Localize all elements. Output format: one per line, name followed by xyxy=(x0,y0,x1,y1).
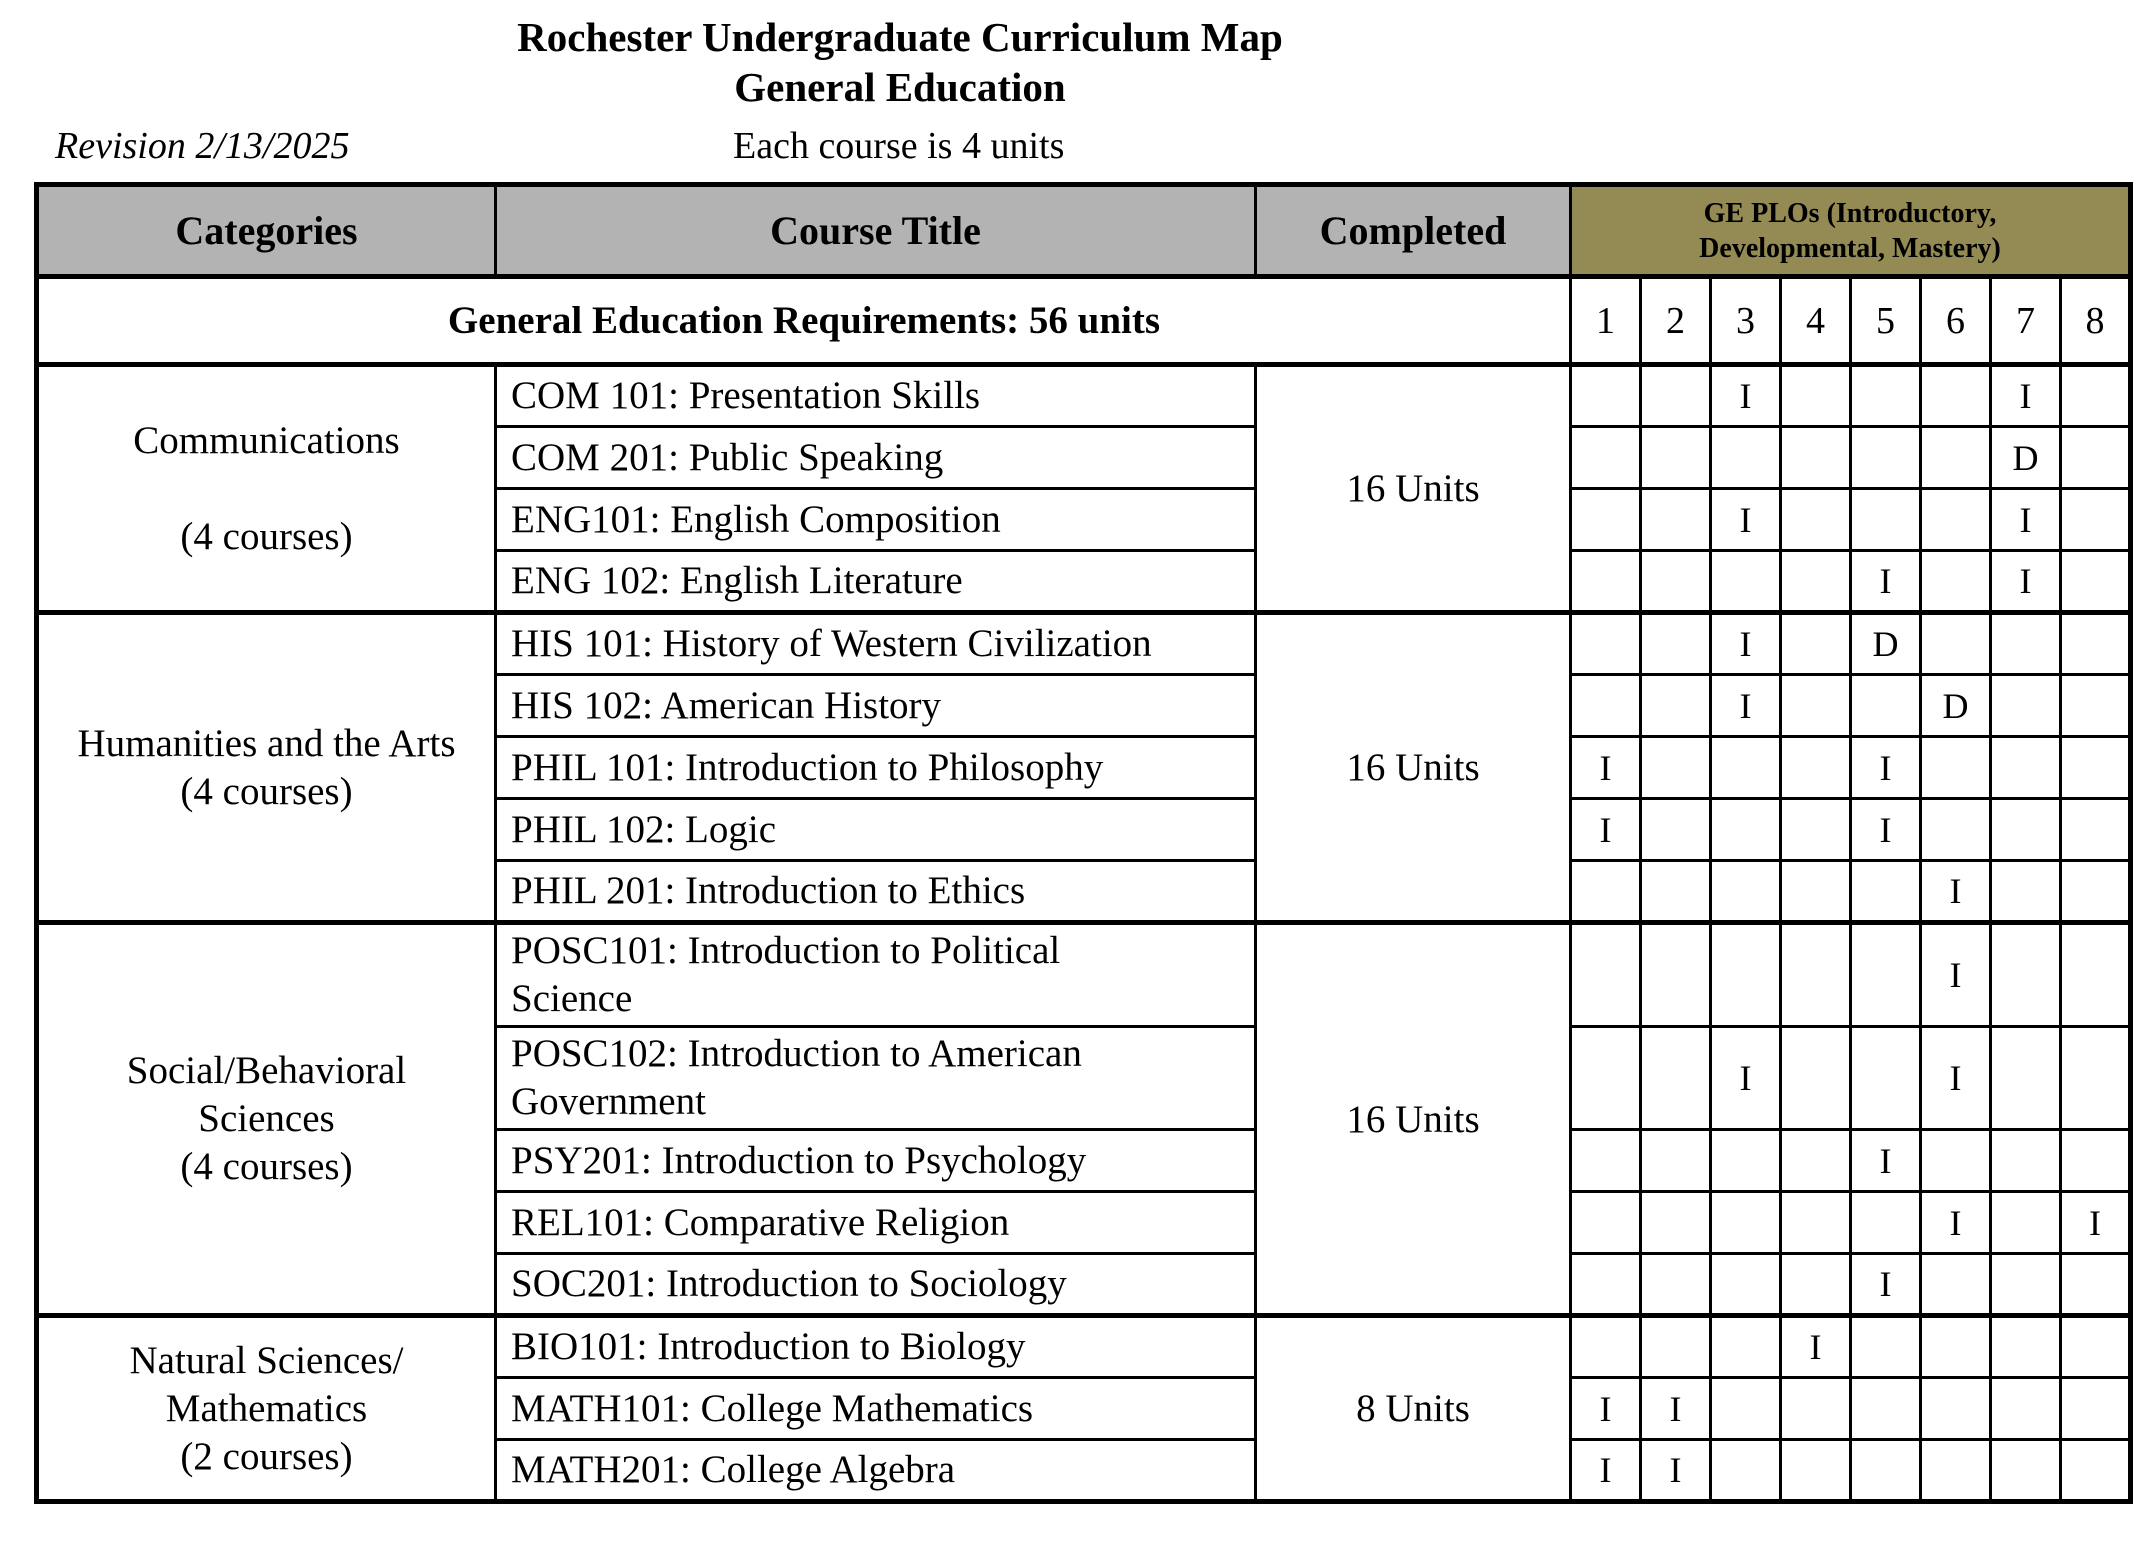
category-cell xyxy=(37,613,496,923)
plo-mark-cell: I xyxy=(1991,551,2061,613)
plo-mark-cell xyxy=(1991,1130,2061,1192)
course-title-cell: POSC101: Introduction to Political Science xyxy=(496,923,1256,1027)
plo-mark-cell: D xyxy=(1991,427,2061,489)
plo-mark-cell xyxy=(2061,427,2131,489)
plo-mark-cell xyxy=(1711,427,1781,489)
plo-mark-cell xyxy=(1641,427,1711,489)
plo-mark-cell xyxy=(2061,1254,2131,1316)
plo-mark-cell xyxy=(1711,1378,1781,1440)
plo-mark-cell: I xyxy=(1571,1440,1641,1502)
plo-mark-cell xyxy=(2061,799,2131,861)
plo-mark-cell xyxy=(1991,1440,2061,1502)
plo-mark-cell xyxy=(2061,675,2131,737)
plo-mark-cell xyxy=(1851,1316,1921,1378)
completed-units-cell: 16 Units xyxy=(1256,923,1571,1316)
plo-number-header: 7 xyxy=(1991,277,2061,365)
course-title-cell: COM 201: Public Speaking xyxy=(496,427,1256,489)
category-line: Mathematics xyxy=(165,1386,368,1430)
plo-mark-cell xyxy=(1711,1130,1781,1192)
plo-mark-cell xyxy=(1851,923,1921,1027)
subheader-row xyxy=(37,277,2131,365)
plo-mark-cell xyxy=(1921,737,1991,799)
plo-mark-cell xyxy=(1571,551,1641,613)
plo-mark-cell: I xyxy=(1711,613,1781,675)
plo-mark-cell xyxy=(1991,1254,2061,1316)
plo-mark-cell xyxy=(1781,675,1851,737)
plo-mark-cell xyxy=(1781,1192,1851,1254)
category-cell xyxy=(37,923,496,1316)
plo-mark-cell xyxy=(2061,923,2131,1027)
plo-number-header: 5 xyxy=(1851,277,1921,365)
category-line xyxy=(39,465,494,513)
plo-mark-cell xyxy=(1641,489,1711,551)
course-title-cell: ENG101: English Composition xyxy=(496,489,1256,551)
plo-mark-cell: I xyxy=(1781,1316,1851,1378)
category-line: Natural Sciences/ xyxy=(129,1338,404,1382)
plo-mark-cell: I xyxy=(2061,1192,2131,1254)
plo-mark-cell xyxy=(1641,923,1711,1027)
column-header-course-title: Course Title xyxy=(496,185,1256,277)
plo-mark-cell: I xyxy=(1991,365,2061,427)
plo-mark-cell xyxy=(1991,737,2061,799)
plo-number-header: 4 xyxy=(1781,277,1851,365)
plo-mark-cell xyxy=(2061,1027,2131,1130)
plo-mark-cell xyxy=(1781,861,1851,923)
plo-mark-cell xyxy=(2061,1440,2131,1502)
plo-number-header: 3 xyxy=(1711,277,1781,365)
plo-mark-cell xyxy=(1851,861,1921,923)
column-header-completed: Completed xyxy=(1256,185,1571,277)
category-line: Sciences xyxy=(198,1097,335,1140)
course-title-cell: BIO101: Introduction to Biology xyxy=(496,1316,1256,1378)
plo-mark-cell xyxy=(1851,489,1921,551)
page-title: Rochester Undergraduate Curriculum Map xyxy=(517,14,1283,60)
page-subtitle: General Education xyxy=(734,64,1066,110)
plo-mark-cell: I xyxy=(1711,675,1781,737)
plo-mark-cell xyxy=(1781,737,1851,799)
plo-mark-cell xyxy=(1851,675,1921,737)
completed-units-cell: 16 Units xyxy=(1256,613,1571,923)
plo-mark-cell xyxy=(1571,1254,1641,1316)
course-title-cell: PHIL 201: Introduction to Ethics xyxy=(496,861,1256,923)
plo-mark-cell xyxy=(1641,365,1711,427)
plo-mark-cell xyxy=(2061,489,2131,551)
course-title-cell: MATH101: College Mathematics xyxy=(496,1378,1256,1440)
plo-mark-cell xyxy=(1781,923,1851,1027)
plo-mark-cell xyxy=(1711,799,1781,861)
plo-mark-cell: I xyxy=(1571,1378,1641,1440)
plo-mark-cell xyxy=(1571,1316,1641,1378)
course-title-cell: POSC102: Introduction to American Government xyxy=(496,1027,1256,1130)
plo-mark-cell xyxy=(1781,1254,1851,1316)
plo-mark-cell xyxy=(1921,1130,1991,1192)
plo-mark-cell xyxy=(1641,1192,1711,1254)
plo-mark-cell xyxy=(1711,737,1781,799)
plo-mark-cell xyxy=(1991,1316,2061,1378)
course-title-cell: SOC201: Introduction to Sociology xyxy=(496,1254,1256,1316)
plo-mark-cell xyxy=(1781,799,1851,861)
plo-mark-cell: I xyxy=(1921,923,1991,1027)
plo-mark-cell xyxy=(1711,1316,1781,1378)
plo-mark-cell xyxy=(1991,923,2061,1027)
plo-mark-cell xyxy=(1921,365,1991,427)
category-line: (4 courses) xyxy=(180,769,353,813)
plo-mark-cell xyxy=(1921,489,1991,551)
plo-mark-cell xyxy=(1991,1027,2061,1130)
plo-mark-cell xyxy=(1991,1378,2061,1440)
plo-mark-cell xyxy=(1711,1440,1781,1502)
table-row xyxy=(37,613,2131,675)
plo-mark-cell xyxy=(1571,365,1641,427)
plo-mark-cell xyxy=(1571,1027,1641,1130)
category-cell xyxy=(37,365,496,613)
plo-mark-cell xyxy=(2061,1130,2131,1192)
plo-mark-cell xyxy=(2061,737,2131,799)
plo-mark-cell xyxy=(1711,861,1781,923)
plo-mark-cell xyxy=(2061,1316,2131,1378)
plo-mark-cell: D xyxy=(1851,613,1921,675)
course-title-cell: REL101: Comparative Religion xyxy=(496,1192,1256,1254)
column-header-ge-plos: GE PLOs (Introductory, Developmental, Mastery) xyxy=(1571,185,2131,277)
plo-mark-cell xyxy=(1991,861,2061,923)
plo-mark-cell xyxy=(1641,1316,1711,1378)
meta-row xyxy=(0,124,2149,176)
plo-mark-cell: I xyxy=(1711,1027,1781,1130)
plo-mark-cell xyxy=(1921,551,1991,613)
plo-mark-cell: I xyxy=(1851,551,1921,613)
course-title-cell: ENG 102: English Literature xyxy=(496,551,1256,613)
column-header-categories: Categories xyxy=(37,185,496,277)
plo-mark-cell: I xyxy=(1921,1027,1991,1130)
plo-mark-cell xyxy=(1921,799,1991,861)
plo-mark-cell xyxy=(1781,427,1851,489)
category-line: Social/Behavioral xyxy=(126,1049,407,1092)
plo-mark-cell xyxy=(1851,1440,1921,1502)
course-title-cell: HIS 102: American History xyxy=(496,675,1256,737)
plo-mark-cell xyxy=(1571,427,1641,489)
document-title-block xyxy=(0,0,1800,112)
plo-mark-cell xyxy=(1781,1027,1851,1130)
plo-mark-cell xyxy=(1921,613,1991,675)
plo-mark-cell xyxy=(2061,613,2131,675)
plo-mark-cell: I xyxy=(1991,489,2061,551)
category-line: (4 courses) xyxy=(180,514,353,558)
plo-mark-cell xyxy=(1781,489,1851,551)
plo-mark-cell: I xyxy=(1851,1130,1921,1192)
plo-mark-cell xyxy=(1921,1254,1991,1316)
plo-mark-cell xyxy=(2061,861,2131,923)
plo-mark-cell xyxy=(1641,861,1711,923)
category-line: (4 courses) xyxy=(180,1145,353,1188)
table-header-row xyxy=(37,185,2131,277)
plo-mark-cell xyxy=(1641,1130,1711,1192)
plo-mark-cell xyxy=(1781,1378,1851,1440)
plo-mark-cell: D xyxy=(1921,675,1991,737)
plo-mark-cell xyxy=(1641,1027,1711,1130)
plo-number-header: 8 xyxy=(2061,277,2131,365)
plo-mark-cell xyxy=(1851,1027,1921,1130)
plo-mark-cell xyxy=(1991,675,2061,737)
plo-mark-cell xyxy=(1641,737,1711,799)
plo-mark-cell: I xyxy=(1851,737,1921,799)
plo-mark-cell: I xyxy=(1641,1378,1711,1440)
course-title-cell: HIS 101: History of Western Civilization xyxy=(496,613,1256,675)
course-title-cell: PSY201: Introduction to Psychology xyxy=(496,1130,1256,1192)
plo-mark-cell xyxy=(1991,799,2061,861)
plo-number-header: 6 xyxy=(1921,277,1991,365)
plo-mark-cell: I xyxy=(1921,861,1991,923)
plo-mark-cell xyxy=(1781,1130,1851,1192)
ge-requirements-label: General Education Requirements: 56 units xyxy=(37,277,1571,365)
plo-mark-cell xyxy=(1921,427,1991,489)
units-note: Each course is 4 units xyxy=(733,125,1065,167)
course-title-cell: MATH201: College Algebra xyxy=(496,1440,1256,1502)
plo-number-header: 1 xyxy=(1571,277,1641,365)
plo-mark-cell xyxy=(1991,1192,2061,1254)
completed-units-cell: 16 Units xyxy=(1256,365,1571,613)
plo-mark-cell: I xyxy=(1711,365,1781,427)
plo-mark-cell xyxy=(1781,613,1851,675)
plo-mark-cell xyxy=(1641,613,1711,675)
plo-mark-cell xyxy=(2061,1378,2131,1440)
table-row xyxy=(37,1316,2131,1378)
course-title-cell: PHIL 101: Introduction to Philosophy xyxy=(496,737,1256,799)
plo-mark-cell: I xyxy=(1851,799,1921,861)
plo-mark-cell xyxy=(1571,613,1641,675)
plo-mark-cell xyxy=(1921,1316,1991,1378)
plo-mark-cell xyxy=(1571,675,1641,737)
plo-mark-cell xyxy=(1571,1130,1641,1192)
plo-mark-cell xyxy=(2061,551,2131,613)
plo-mark-cell xyxy=(1851,365,1921,427)
table-row xyxy=(37,365,2131,427)
plo-mark-cell xyxy=(1921,1440,1991,1502)
plo-mark-cell: I xyxy=(1571,799,1641,861)
plo-mark-cell xyxy=(1641,675,1711,737)
course-title-cell: COM 101: Presentation Skills xyxy=(496,365,1256,427)
category-line: Communications xyxy=(133,418,400,462)
plo-mark-cell: I xyxy=(1851,1254,1921,1316)
plo-mark-cell xyxy=(1571,489,1641,551)
plo-mark-cell xyxy=(1851,1378,1921,1440)
plo-mark-cell xyxy=(1781,551,1851,613)
plo-mark-cell xyxy=(1781,1440,1851,1502)
plo-mark-cell xyxy=(1711,1254,1781,1316)
plo-mark-cell xyxy=(1711,1192,1781,1254)
plo-mark-cell xyxy=(1641,799,1711,861)
plo-mark-cell xyxy=(2061,365,2131,427)
curriculum-table xyxy=(34,182,2133,1504)
plo-mark-cell xyxy=(1851,1192,1921,1254)
category-cell xyxy=(37,1316,496,1502)
plo-mark-cell: I xyxy=(1711,489,1781,551)
completed-units-cell: 8 Units xyxy=(1256,1316,1571,1502)
plo-mark-cell xyxy=(1781,365,1851,427)
category-line: Humanities and the Arts xyxy=(77,721,456,765)
plo-mark-cell xyxy=(1641,1254,1711,1316)
plo-mark-cell xyxy=(1921,1378,1991,1440)
plo-mark-cell xyxy=(1991,613,2061,675)
course-title-cell: PHIL 102: Logic xyxy=(496,799,1256,861)
revision-note: Revision 2/13/2025 xyxy=(55,125,350,167)
plo-number-header: 2 xyxy=(1641,277,1711,365)
plo-mark-cell xyxy=(1641,551,1711,613)
plo-mark-cell xyxy=(1571,861,1641,923)
plo-mark-cell: I xyxy=(1641,1440,1711,1502)
category-line: (2 courses) xyxy=(180,1434,353,1478)
table-row xyxy=(37,923,2131,1027)
plo-mark-cell xyxy=(1711,923,1781,1027)
plo-mark-cell: I xyxy=(1921,1192,1991,1254)
plo-mark-cell xyxy=(1571,923,1641,1027)
plo-mark-cell xyxy=(1851,427,1921,489)
plo-mark-cell xyxy=(1571,1192,1641,1254)
plo-mark-cell xyxy=(1711,551,1781,613)
plo-mark-cell: I xyxy=(1571,737,1641,799)
